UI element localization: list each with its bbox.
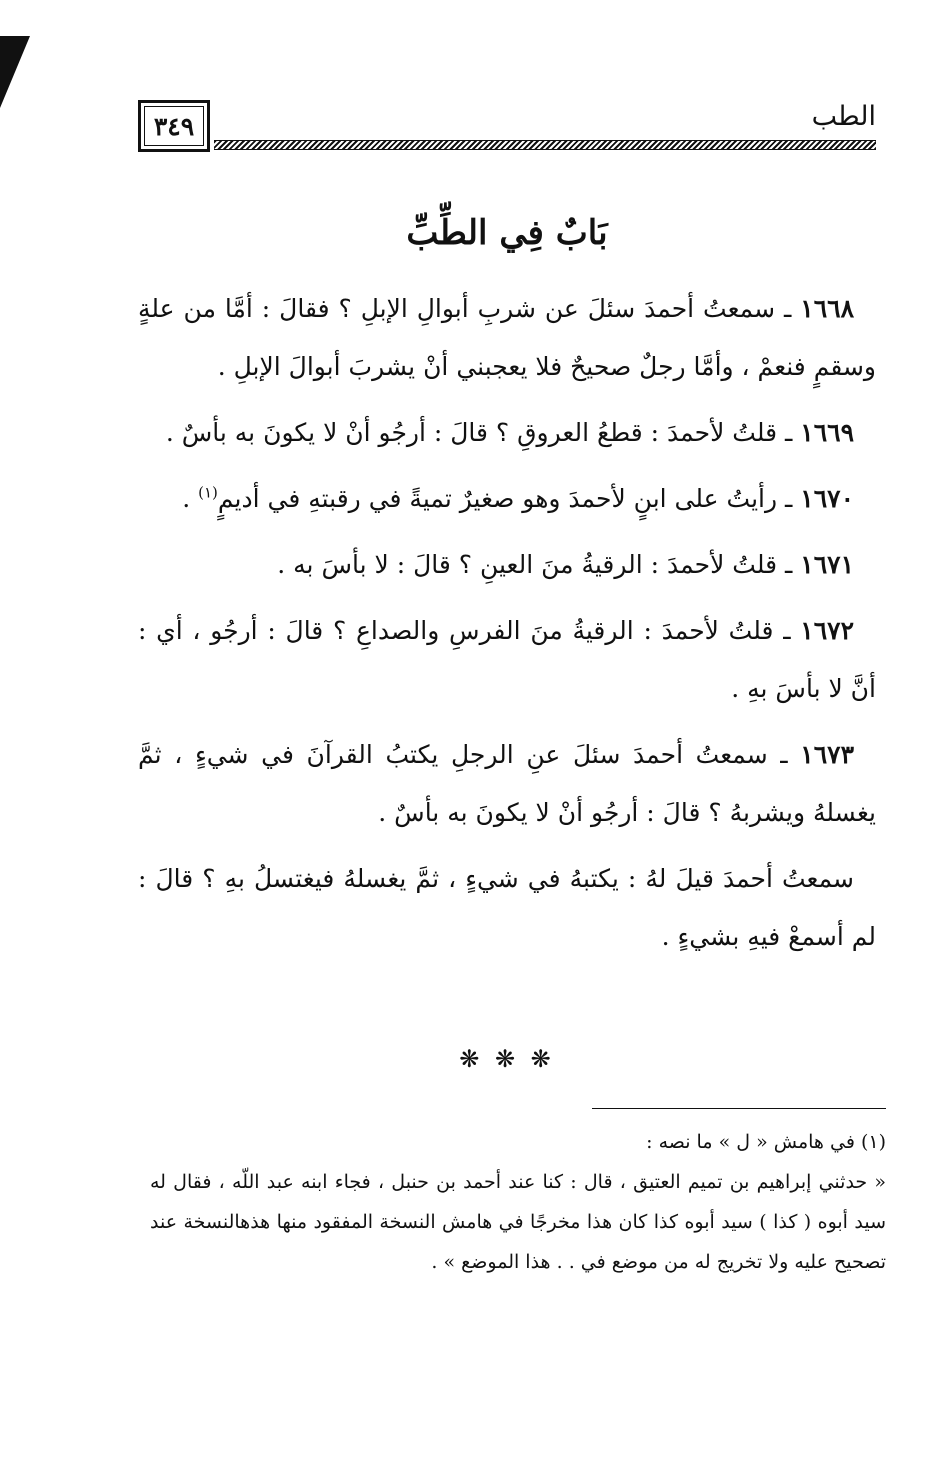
- footnote-rule: [592, 1108, 886, 1109]
- paragraph-text: سمعتُ أحمدَ قيلَ لهُ : يكتبهُ في شيءٍ ، ثمَّ يغسلهُ فيغتسلُ بهِ ؟ قالَ : لم أسمعْ فيهِ بشيءٍ .: [138, 864, 876, 951]
- paragraph-number: ١٦٧٠: [800, 484, 854, 513]
- paragraph-text: ـ رأيتُ على ابنٍ لأحمدَ وهو صغيرٌ تميةً في رقبتهِ في أديمٍ: [217, 484, 793, 513]
- footnote-heading: (١) في هامش « ل » ما نصه :: [646, 1131, 886, 1153]
- paragraph-number: ١٦٧٣: [800, 740, 855, 769]
- paragraph-number: ١٦٧١: [800, 550, 854, 579]
- paragraph-text: ـ قلتُ لأحمدَ : الرقيةُ منَ الفرسِ والصداعِ ؟ قالَ : أرجُو ، أي : أنَّ لا بأسَ بهِ .: [138, 616, 876, 703]
- footnote-ref: (١): [198, 483, 218, 502]
- paragraph: [138, 850, 876, 966]
- page-number: ٣٤٩: [144, 106, 204, 146]
- paragraph: [138, 536, 876, 594]
- chapter-title: بَابٌ فِي الطِّبِّ: [406, 213, 608, 253]
- footnotes: [150, 1122, 886, 1282]
- running-title: الطب: [811, 101, 876, 132]
- paragraph-text: ـ قلتُ لأحمدَ : قطعُ العروقِ ؟ قالَ : أرجُو أنْ لا يكونَ به بأسٌ .: [165, 418, 793, 447]
- paragraph: [138, 404, 876, 462]
- footnote-text: « حدثني إبراهيم بن تميم العتيق ، قال : كنا عند أحمد بن حنبل ، فجاء ابنه عبد اللّه ، فقال له سيد أبوه ( كذا ) سيد أبوه كذا كان هذا مخرجًا في هامش النسخة المفقود منها هذهالنسخة عند تصحيح عليه ولا تخريج له من موضع في . . هذا الموضع » .: [150, 1171, 886, 1273]
- paragraph-text: ـ سمعتُ أحمدَ سئلَ عن شربِ أبوالِ الإبلِ ؟ فقالَ : أمَّا من علةٍ وسقمٍ فنعمْ ، وأمَّا رجلٌ صحيحٌ فلا يعجبني أنْ يشربَ أبوالَ الإبلِ .: [138, 294, 876, 381]
- page-header: [138, 100, 876, 156]
- paragraph-number: ١٦٦٩: [800, 418, 854, 447]
- main-text: [138, 280, 876, 974]
- paragraph: [138, 470, 876, 528]
- paragraph-number: ١٦٧٢: [800, 616, 854, 645]
- paragraph: [138, 602, 876, 718]
- page-number-frame: [138, 100, 210, 152]
- paragraph-text: ـ سمعتُ أحمدَ سئلَ عنِ الرجلِ يكتبُ القرآنَ في شيءٍ ، ثمَّ يغسلهُ ويشربهُ ؟ قالَ : أرجُو أنْ لا يكونَ به بأسٌ .: [138, 740, 876, 827]
- header-rule: [214, 140, 876, 150]
- corner-crop-mark: [0, 36, 30, 108]
- paragraph-tail: .: [182, 484, 191, 513]
- paragraph-text: ـ قلتُ لأحمدَ : الرقيةُ منَ العينِ ؟ قالَ : لا بأسَ به .: [277, 550, 793, 579]
- paragraph: [138, 726, 876, 842]
- paragraph-number: ١٦٦٨: [800, 294, 854, 323]
- section-separator: ❋ ❋ ❋: [459, 1045, 555, 1073]
- paragraph: [138, 280, 876, 396]
